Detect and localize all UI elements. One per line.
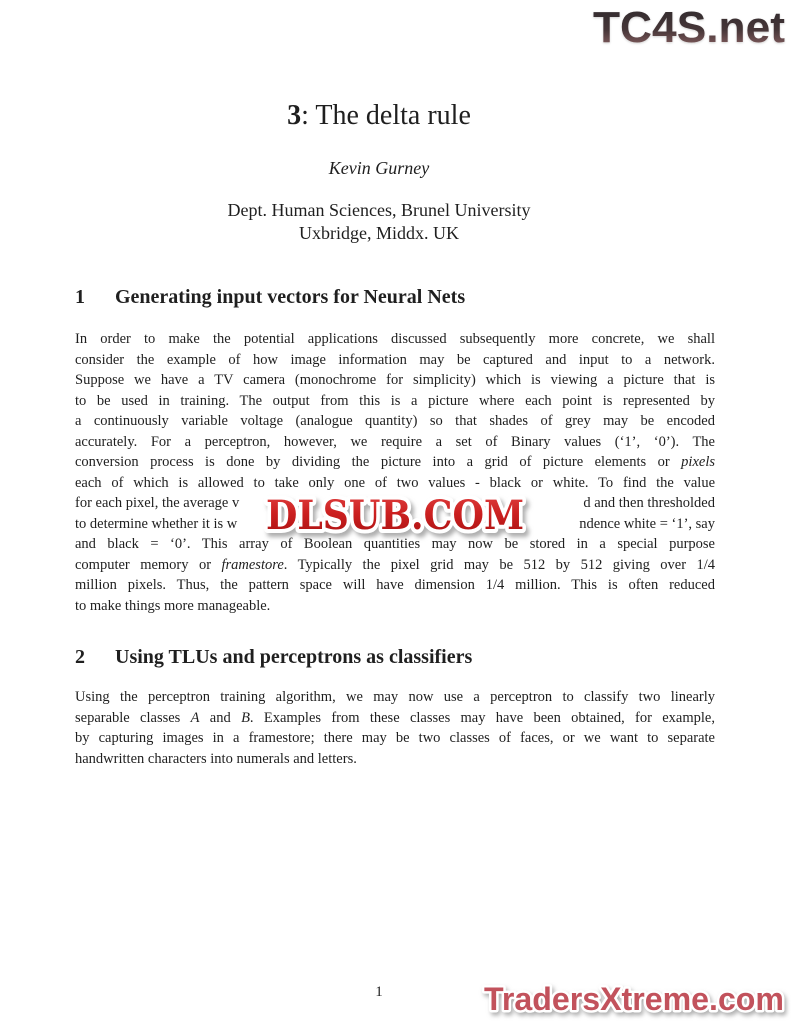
watermark-tc4s-text: TC4S.net <box>593 3 786 49</box>
text-line <box>75 728 715 749</box>
affiliation-line: Uxbridge, Middx. UK <box>299 223 459 243</box>
body-text: by capturing images in a framestore; there may be two classes of faces, or we want to separate <box>75 730 715 746</box>
text-line <box>75 708 715 729</box>
section-1-heading <box>75 285 715 309</box>
page-title <box>0 100 758 132</box>
text-line <box>75 493 715 514</box>
italic-text: B <box>241 709 250 726</box>
body-text: Suppose we have a TV camera (monochrome for simplicity) which is viewing a picture that is <box>75 372 715 388</box>
text-line <box>75 370 715 391</box>
hidden-text-gap <box>239 493 583 514</box>
body-text: separable classes <box>75 709 191 726</box>
body-text: . Examples from these classes may have been obtained, for example, <box>249 709 715 726</box>
body-text: for each pixel, the average v <box>75 495 240 511</box>
italic-text: pixels <box>681 454 715 470</box>
text-line <box>75 432 715 453</box>
body-text: . Typically the pixel grid may be 512 by 512 giving over 1/4 <box>283 556 715 573</box>
body-text: a continuously variable voltage (analogue quantity) so that shades of grey may be encoded <box>75 413 715 429</box>
body-text: ndence white = ‘1’, say <box>579 515 715 532</box>
text-line <box>75 473 715 494</box>
body-text: computer memory or <box>75 556 222 573</box>
text-line <box>75 749 715 770</box>
body-text: d and then thresholded <box>583 495 715 511</box>
section-1-heading-text: Generating input vectors for Neural Nets <box>115 286 466 308</box>
body-text: each of which is allowed to take only one of two values - black or white. To find the value <box>75 474 715 491</box>
text-line <box>75 411 715 432</box>
body-text: and <box>199 709 242 726</box>
body-text: Using the perceptron training algorithm, we may now use a perceptron to classify two linearly <box>75 689 715 705</box>
page-number: 1 <box>375 984 383 1000</box>
watermark-tc4s <box>588 1 790 49</box>
text-line <box>75 596 715 617</box>
body-text: million pixels. Thus, the pattern space will have dimension 1/4 million. This is often reduced <box>75 577 715 593</box>
text-line <box>75 350 715 371</box>
body-text: consider the example of how image information may be captured and input to a network. <box>75 351 715 368</box>
italic-text: A <box>190 709 200 726</box>
body-text: to determine whether it is w <box>75 515 238 532</box>
body-text: handwritten characters into numerals and letters. <box>75 750 357 767</box>
affiliation <box>0 199 758 245</box>
body-text: In order to make the potential applications discussed subsequently more concrete, we shall <box>75 331 715 347</box>
watermark-traders-text: TradersXtreme.com <box>484 981 784 1017</box>
section-2-paragraph <box>75 687 715 769</box>
text-line <box>75 555 715 576</box>
section-2-heading-text: Using TLUs and perceptrons as classifiers <box>115 646 473 668</box>
text-line <box>75 575 715 596</box>
text-line <box>75 329 715 350</box>
section-1-number: 1 <box>75 286 85 308</box>
body-text: conversion process is done by dividing the picture into a grid of picture elements or <box>75 454 682 470</box>
text-line <box>75 534 715 555</box>
body-text: to be used in training. The output from this is a picture where each point is represented by <box>75 392 715 409</box>
body-text: to make things more manageable. <box>75 597 271 614</box>
section-2-number: 2 <box>75 646 85 668</box>
text-line <box>75 452 715 473</box>
text-line <box>75 391 715 412</box>
text-line <box>75 514 715 535</box>
title-number: 3 <box>287 100 302 131</box>
section-2-heading <box>75 645 715 669</box>
section-1-paragraph <box>75 329 715 616</box>
italic-text: framestore <box>221 556 284 573</box>
body-text: and black = ‘0’. This array of Boolean quantities may now be stored in a special purpose <box>75 536 715 552</box>
watermark-dlsub-text: DLSUB.COM <box>266 492 524 539</box>
title-text: : The delta rule <box>301 100 471 131</box>
author: Kevin Gurney <box>328 158 430 178</box>
affiliation-line: Dept. Human Sciences, Brunel University <box>227 200 531 220</box>
body-text: accurately. For a perceptron, however, we require a set of Binary values (‘1’, ‘0’). The <box>75 433 715 450</box>
text-line <box>75 687 715 708</box>
hidden-text-gap <box>237 514 579 535</box>
